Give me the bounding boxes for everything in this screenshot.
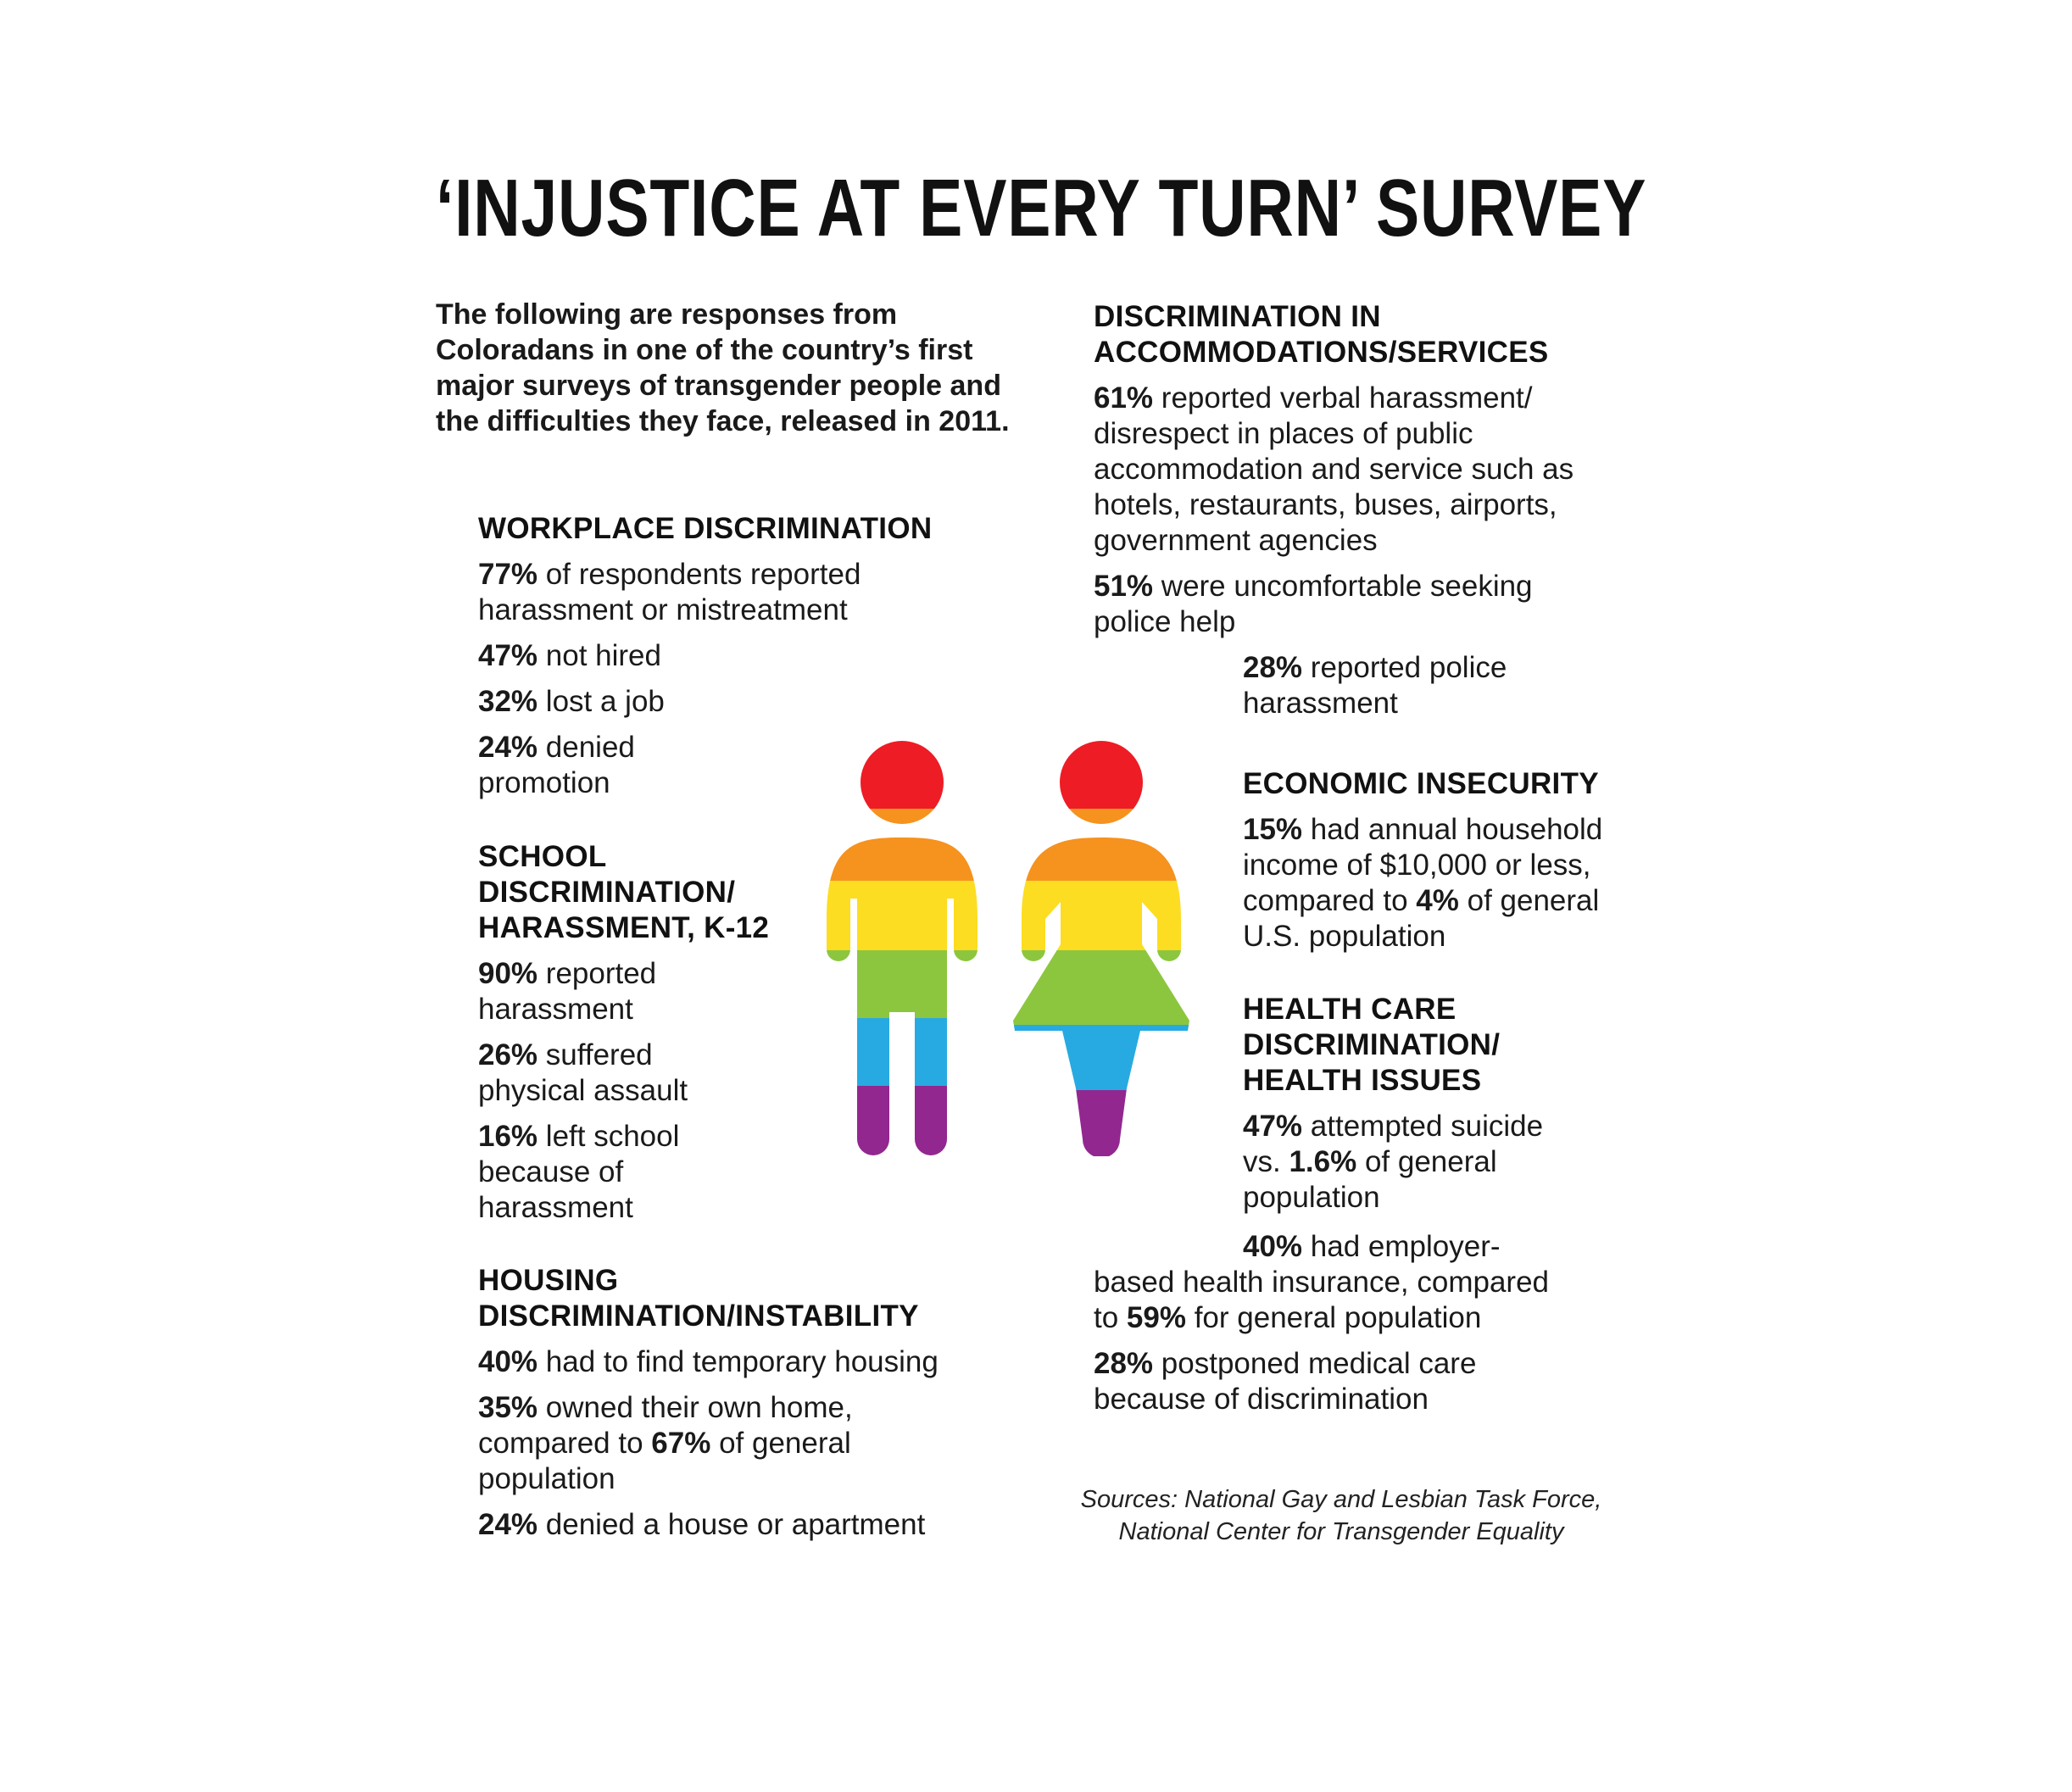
band-purple bbox=[1013, 1090, 1200, 1156]
section-heading: SCHOOL DISCRIMINATION/ HARASSMENT, K-12 bbox=[478, 840, 770, 944]
stat-text: of general population bbox=[478, 1427, 851, 1495]
stat-item bbox=[1243, 1109, 1582, 1216]
stat-percent: 26% bbox=[478, 1038, 538, 1071]
stat-text: were uncomfortable seeking police help bbox=[1094, 570, 1533, 638]
stat-text: lost a job bbox=[537, 685, 665, 718]
stat-percent: 47% bbox=[1243, 1110, 1303, 1143]
stat-text: not hired bbox=[537, 639, 661, 672]
stat-item bbox=[1094, 569, 1568, 640]
sources-note: Sources: National Gay and Lesbian Task Force, National Center for Transgender Equality bbox=[1080, 1486, 1602, 1545]
section-heading: HEALTH CARE DISCRIMINATION/ HEALTH ISSUES bbox=[1243, 993, 1501, 1097]
stat-text: reported police harassment bbox=[1243, 651, 1507, 720]
section-housing bbox=[478, 1263, 1021, 1553]
stat-percent: 40% bbox=[478, 1345, 538, 1378]
stat-percent-comparison: 59% bbox=[1126, 1301, 1186, 1334]
stat-item bbox=[478, 1507, 1021, 1543]
intro-text: The following are responses from Coloradans in one of the country’s first major surveys of transgender people and the difficulties they face, released in 2011. bbox=[436, 298, 1010, 437]
band-yellow bbox=[1013, 881, 1200, 950]
band-green bbox=[1013, 950, 1200, 1025]
stat-percent-comparison: 4% bbox=[1416, 884, 1459, 917]
stat-text: for general population bbox=[1185, 1301, 1482, 1334]
section-health-continued bbox=[1094, 1229, 1636, 1427]
stat-item bbox=[478, 1344, 1021, 1380]
stat-text: had annual household income of $10,000 or less, compared to bbox=[1243, 813, 1603, 917]
stat-item bbox=[1094, 1346, 1568, 1417]
band-blue bbox=[1013, 1025, 1200, 1090]
stat-item bbox=[1094, 1229, 1568, 1336]
stat-text: denied a house or apartment bbox=[537, 1508, 926, 1541]
stat-text: of general U.S. population bbox=[1243, 884, 1600, 953]
stat-text: suffered physical assault bbox=[478, 1038, 688, 1107]
male-figure-icon bbox=[827, 741, 996, 1156]
section-heading: HOUSING DISCRIMINATION/INSTABILITY bbox=[478, 1264, 919, 1333]
stat-percent: 51% bbox=[1094, 570, 1154, 603]
stat-percent: 35% bbox=[478, 1391, 538, 1424]
stat-percent: 77% bbox=[478, 558, 538, 591]
female-figure-icon bbox=[1013, 741, 1200, 1156]
stat-item bbox=[478, 1390, 927, 1497]
stat-item bbox=[478, 1119, 707, 1226]
section-heading: ECONOMIC INSECURITY bbox=[1243, 767, 1599, 800]
band-green bbox=[827, 950, 996, 1018]
stat-text: of respondents reported harassment or mistreatment bbox=[478, 558, 861, 626]
section-accommodations bbox=[1094, 299, 1636, 732]
section-health bbox=[1243, 992, 1633, 1226]
stat-text: owned their own home, compared to bbox=[478, 1391, 853, 1460]
section-heading: DISCRIMINATION IN ACCOMMODATIONS/SERVICES bbox=[1094, 300, 1549, 369]
section-heading: WORKPLACE DISCRIMINATION bbox=[478, 512, 933, 545]
stat-percent: 90% bbox=[478, 957, 538, 990]
stat-percent-comparison: 1.6% bbox=[1289, 1145, 1357, 1178]
stat-percent: 47% bbox=[478, 639, 538, 672]
stat-text: of general population bbox=[1243, 1145, 1497, 1214]
stat-text: denied promotion bbox=[478, 731, 635, 799]
stat-item bbox=[478, 956, 682, 1027]
stat-percent: 24% bbox=[478, 731, 538, 764]
stat-percent: 40% bbox=[1243, 1230, 1303, 1263]
band-yellow bbox=[827, 881, 996, 950]
stat-text: postponed medical care because of discrimination bbox=[1094, 1347, 1477, 1416]
band-orange bbox=[827, 809, 996, 881]
band-orange bbox=[1013, 809, 1200, 881]
stat-item bbox=[478, 684, 1004, 720]
stat-item bbox=[1243, 812, 1629, 954]
section-school bbox=[478, 839, 783, 1236]
stat-text: reported harassment bbox=[478, 957, 657, 1026]
stat-text: attempted suicide vs. bbox=[1243, 1110, 1544, 1178]
stat-item bbox=[1094, 381, 1619, 559]
band-red bbox=[827, 741, 996, 809]
stat-item bbox=[478, 557, 919, 628]
stat-percent: 28% bbox=[1243, 651, 1303, 684]
stat-percent: 28% bbox=[1094, 1347, 1154, 1380]
stat-percent: 16% bbox=[478, 1120, 538, 1153]
stat-item bbox=[1243, 650, 1557, 721]
stat-text: had to find temporary housing bbox=[537, 1345, 939, 1378]
stat-percent: 24% bbox=[478, 1508, 538, 1541]
stat-text: left school because of harassment bbox=[478, 1120, 680, 1224]
stat-text: had employer-based health insurance, compared to bbox=[1094, 1230, 1550, 1334]
stat-item bbox=[478, 638, 1004, 674]
stat-percent: 32% bbox=[478, 685, 538, 718]
section-economic bbox=[1243, 766, 1633, 965]
stat-percent-comparison: 67% bbox=[651, 1427, 711, 1460]
stat-percent: 15% bbox=[1243, 813, 1303, 846]
stat-percent: 61% bbox=[1094, 381, 1154, 415]
stat-text: reported verbal harassment/ disrespect in places of public accommodation and service such as hotels, restaurants, buses, airports, government agencies bbox=[1094, 381, 1574, 557]
stat-item bbox=[478, 730, 673, 801]
page-title: ‘INJUSTICE AT EVERY TURN’ SURVEY bbox=[436, 163, 1647, 253]
band-red bbox=[1013, 741, 1200, 809]
stat-item bbox=[478, 1038, 724, 1109]
band-purple bbox=[827, 1086, 996, 1156]
band-blue bbox=[827, 1018, 996, 1086]
